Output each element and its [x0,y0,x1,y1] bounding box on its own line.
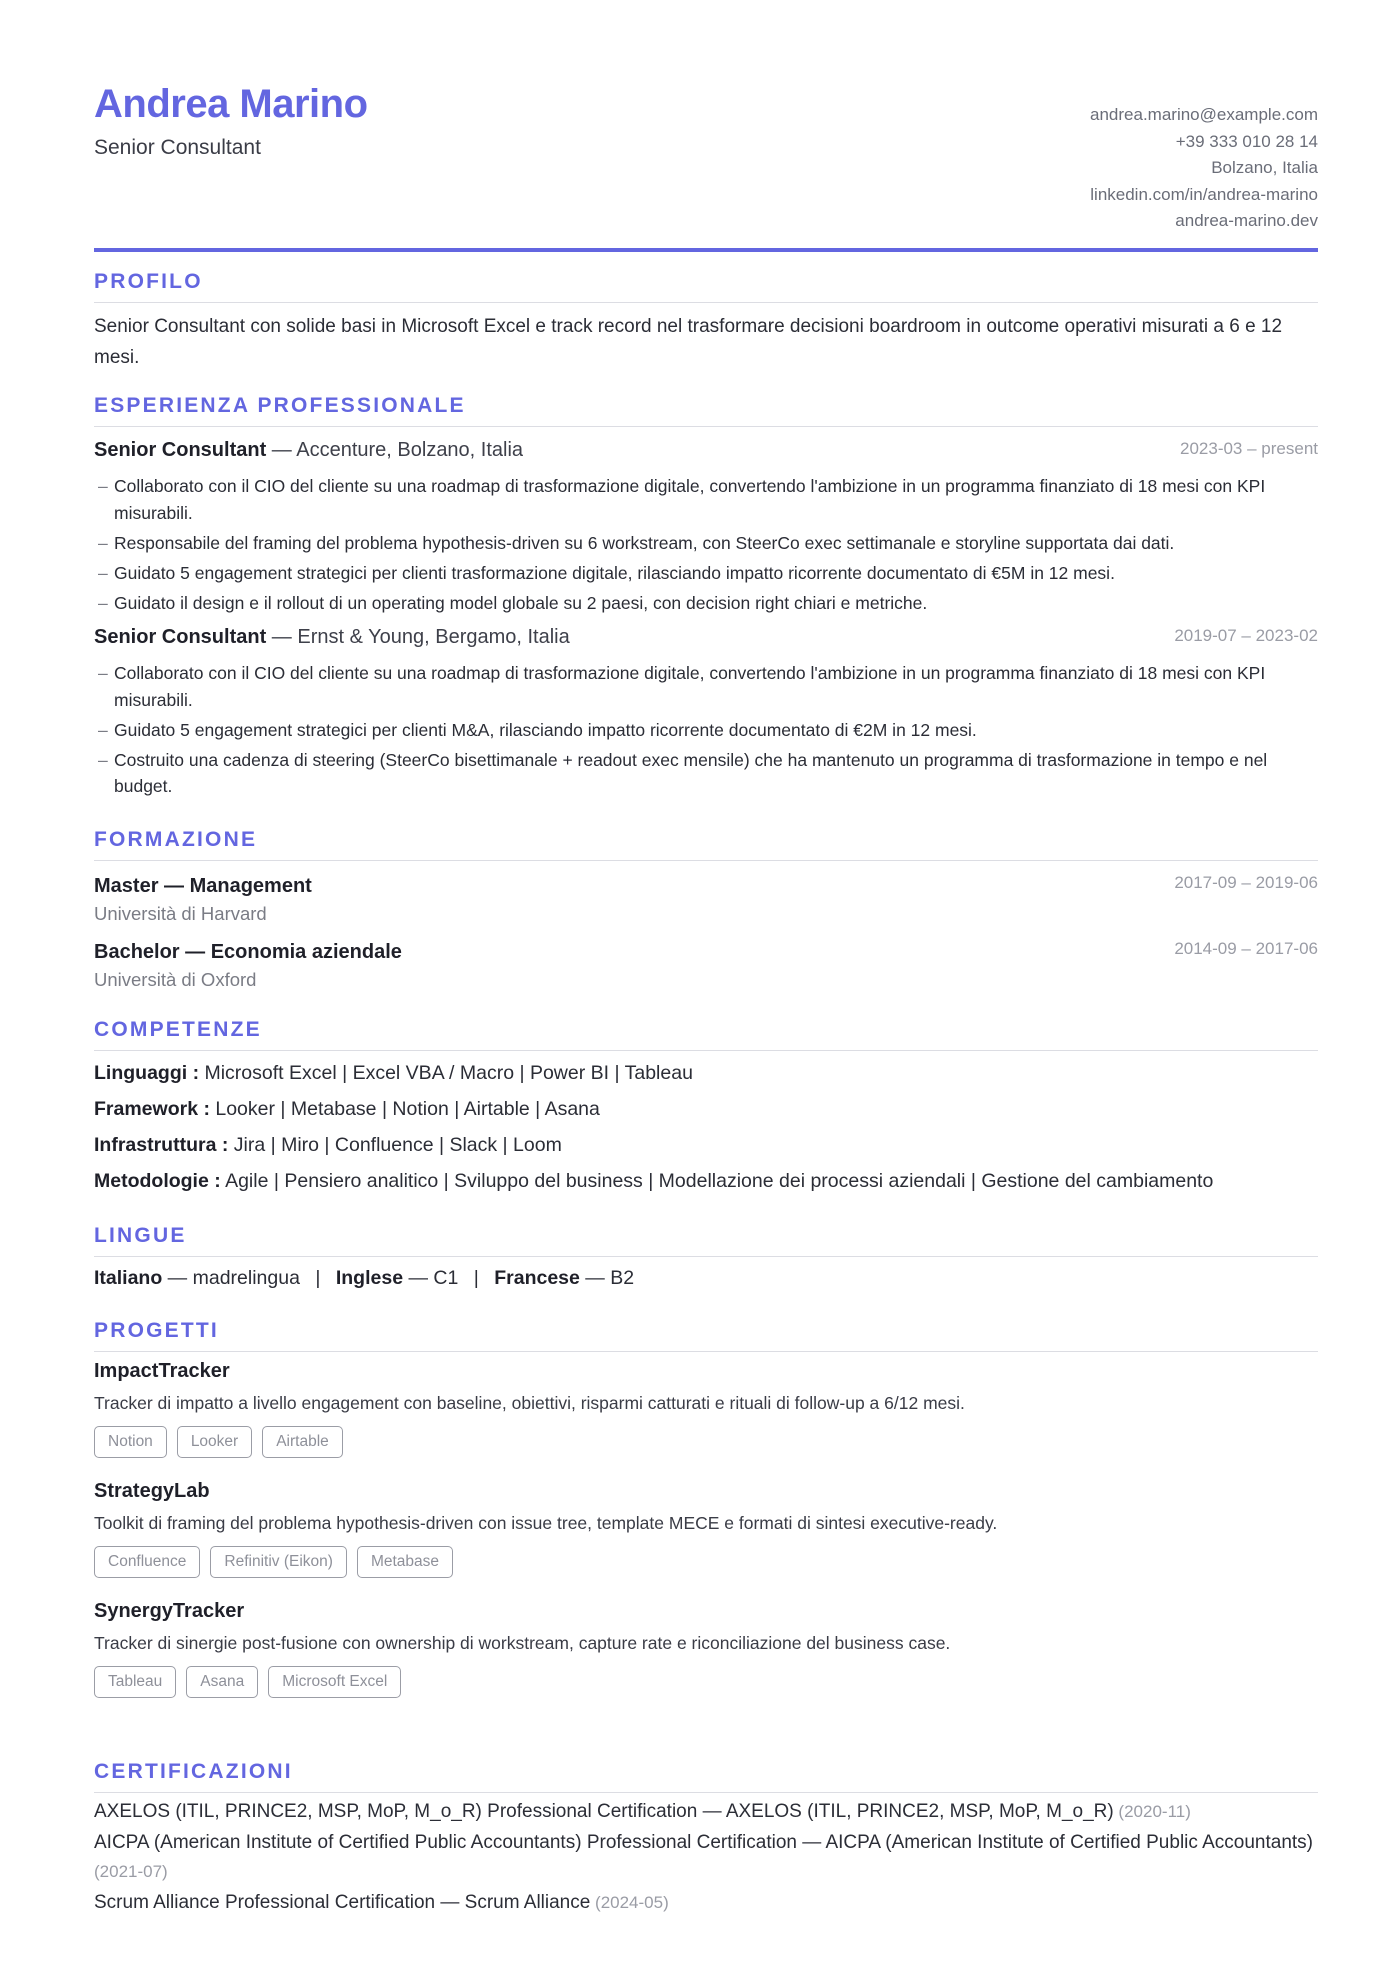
resume-header [94,0,1318,252]
certification-date: (2024-05) [590,1893,669,1912]
skill-row [94,1055,1318,1091]
education-dates: 2014-09 – 2017-06 [1174,939,1318,958]
contact-email[interactable]: andrea.marino@example.com [1090,105,1318,124]
languages-list [94,1267,1318,1290]
job-bullet: – Guidato 5 engagement strategici per clienti trasformazione digitale, rilasciando impatto ricorrente documentato di €5M in 12 mesi. [98,562,1115,583]
job-bullet: – Collaborato con il CIO del cliente su una roadmap di trasformazione digitale, convertendo l'ambizione in un programma finanziato di 18 mesi con KPI misurabili. [98,663,1266,710]
section-skills [94,1018,1318,1199]
language-name: Francese [494,1267,580,1289]
job-bullets [94,473,1318,616]
section-certifications [94,1760,1318,1919]
language-separator: | [473,1267,479,1289]
skill-values: Jira | Miro | Confluence | Slack | Loom [228,1134,562,1156]
project-description: Tracker di sinergie post-fusione con ownership di workstream, capture rate e riconciliazione del business case. [94,1633,951,1653]
language-name: Inglese [335,1267,404,1289]
job-bullet: – Guidato 5 engagement strategici per clienti M&A, rilasciando impatto ricorrente documentato di €2M in 12 mesi. [98,719,977,740]
language-level: — madrelingua [162,1267,300,1289]
skill-row [94,1091,1318,1127]
certification-name: Scrum Alliance Professional Certification — Scrum Alliance [94,1892,591,1913]
tech-tag: Tableau [94,1666,176,1698]
education-degree: Master — Management [94,875,312,897]
skill-row [94,1163,1318,1199]
project-entry [94,1356,1318,1458]
section-education [94,828,1318,1003]
contact-linkedin[interactable]: linkedin.com/in/andrea-marino [1090,184,1318,204]
education-school: Università di Oxford [94,969,257,990]
job-organization: — Ernst & Young, Bergamo, Italia [266,626,570,648]
contact-website[interactable]: andrea-marino.dev [1175,211,1318,230]
project-name: StrategyLab [94,1480,210,1502]
certification-name: AICPA (American Institute of Certified Public Accountants) Professional Certification — AICPA (American Institute of Certified Public Accountants) [94,1832,1314,1853]
language-name: Italiano [94,1267,163,1289]
certification-name: AXELOS (ITIL, PRINCE2, MSP, MoP, M_o_R) Professional Certification — AXELOS (ITIL, PRINCE2, MSP, MoP, M_o_R) [94,1801,1114,1822]
skill-label: Infrastruttura : [94,1134,229,1156]
project-entry [94,1596,1318,1698]
skill-label: Framework : [94,1098,210,1120]
job-dates: 2019-07 – 2023-02 [1174,626,1318,645]
education-dates: 2017-09 – 2019-06 [1174,873,1318,892]
project-tags [94,1426,1318,1458]
project-entry [94,1476,1318,1578]
certification-date: (2020-11) [1113,1802,1191,1821]
contact-location: Bolzano, Italia [1211,158,1318,177]
job-bullet: – Guidato il design e il rollout di un operating model globale su 2 paesi, con decision right chiari e metriche. [98,592,928,613]
skill-values: Microsoft Excel | Excel VBA / Macro | Power BI | Tableau [199,1062,693,1084]
education-degree: Bachelor — Economia aziendale [94,941,402,963]
language-level: — C1 [403,1267,459,1289]
tech-tag: Notion [94,1426,167,1458]
project-tags [94,1666,1318,1698]
profile-text: Senior Consultant con solide basi in Microsoft Excel e track record nel trasformare decisioni boardroom in outcome operativi misurati a 6 e 12 mesi. [94,316,1283,368]
certification-entry [94,1888,1318,1917]
skill-values: Looker | Metabase | Notion | Airtable | Asana [209,1098,600,1120]
job-organization: — Accenture, Bolzano, Italia [266,439,524,461]
resume-page [94,0,1318,1913]
project-name: ImpactTracker [94,1360,230,1382]
project-name: SynergyTracker [94,1600,245,1622]
certification-entry [94,1797,1318,1826]
job-entry [94,626,1318,800]
job-bullet: – Costruito una cadenza di steering (SteerCo bisettimanale + readout exec mensile) che ha mantenuto un programma di trasformazione in tempo e nel budget. [98,749,1268,796]
tech-tag: Airtable [262,1426,343,1458]
tech-tag: Confluence [94,1546,200,1578]
skill-label: Metodologie : [94,1170,221,1192]
section-experience [94,394,1318,803]
language-separator: | [315,1267,321,1289]
education-entry [94,937,1318,993]
certification-date: (2021-07) [94,1862,168,1881]
section-title-projects: PROGETTI [94,1319,1318,1352]
job-dates: 2023-03 – present [1180,439,1318,458]
project-tags [94,1546,1318,1578]
skill-values: Agile | Pensiero analitico | Sviluppo del business | Modellazione dei processi aziendali | Gestione del cambiamento [220,1170,1214,1192]
job-entry [94,439,1318,616]
project-description: Tracker di impatto a livello engagement con baseline, obiettivi, risparmi catturati e rituali di follow-up a 6/12 mesi. [94,1393,965,1413]
contact-block [1090,102,1318,235]
candidate-name: Andrea Marino [94,82,368,126]
section-languages [94,1224,1318,1290]
section-title-education: FORMAZIONE [94,828,1318,861]
section-title-languages: LINGUE [94,1224,1318,1257]
job-bullet: – Collaborato con il CIO del cliente su una roadmap di trasformazione digitale, convertendo l'ambizione in un programma finanziato di 18 mesi con KPI misurabili. [98,476,1266,523]
section-title-profile: PROFILO [94,270,1318,303]
job-title: Senior Consultant [94,439,267,461]
tech-tag: Metabase [357,1546,453,1578]
education-entry [94,871,1318,927]
job-bullet: – Responsabile del framing del problema hypothesis-driven su 6 workstream, con SteerCo exec settimanale e storyline supportata dai dati. [98,532,1175,553]
contact-phone[interactable]: +39 333 010 28 14 [1175,131,1318,151]
job-header [94,439,1318,469]
project-description: Toolkit di framing del problema hypothesis-driven con issue tree, template MECE e formati di sintesi executive-ready. [94,1513,998,1533]
section-projects [94,1319,1318,1716]
certification-entry [94,1828,1318,1886]
section-title-certifications: CERTIFICAZIONI [94,1760,1318,1793]
section-title-experience: ESPERIENZA PROFESSIONALE [94,394,1318,427]
section-profile [94,270,1318,373]
job-header [94,626,1318,656]
tech-tag: Asana [186,1666,258,1698]
tech-tag: Microsoft Excel [268,1666,401,1698]
job-bullets [94,660,1318,800]
tech-tag: Looker [177,1426,252,1458]
language-level: — B2 [579,1267,635,1289]
job-title: Senior Consultant [94,626,267,648]
tech-tag: Refinitiv (Eikon) [210,1546,347,1578]
education-school: Università di Harvard [94,903,267,924]
candidate-role: Senior Consultant [94,136,261,159]
skill-label: Linguaggi : [94,1062,200,1084]
skill-row [94,1127,1318,1163]
section-title-skills: COMPETENZE [94,1018,1318,1051]
